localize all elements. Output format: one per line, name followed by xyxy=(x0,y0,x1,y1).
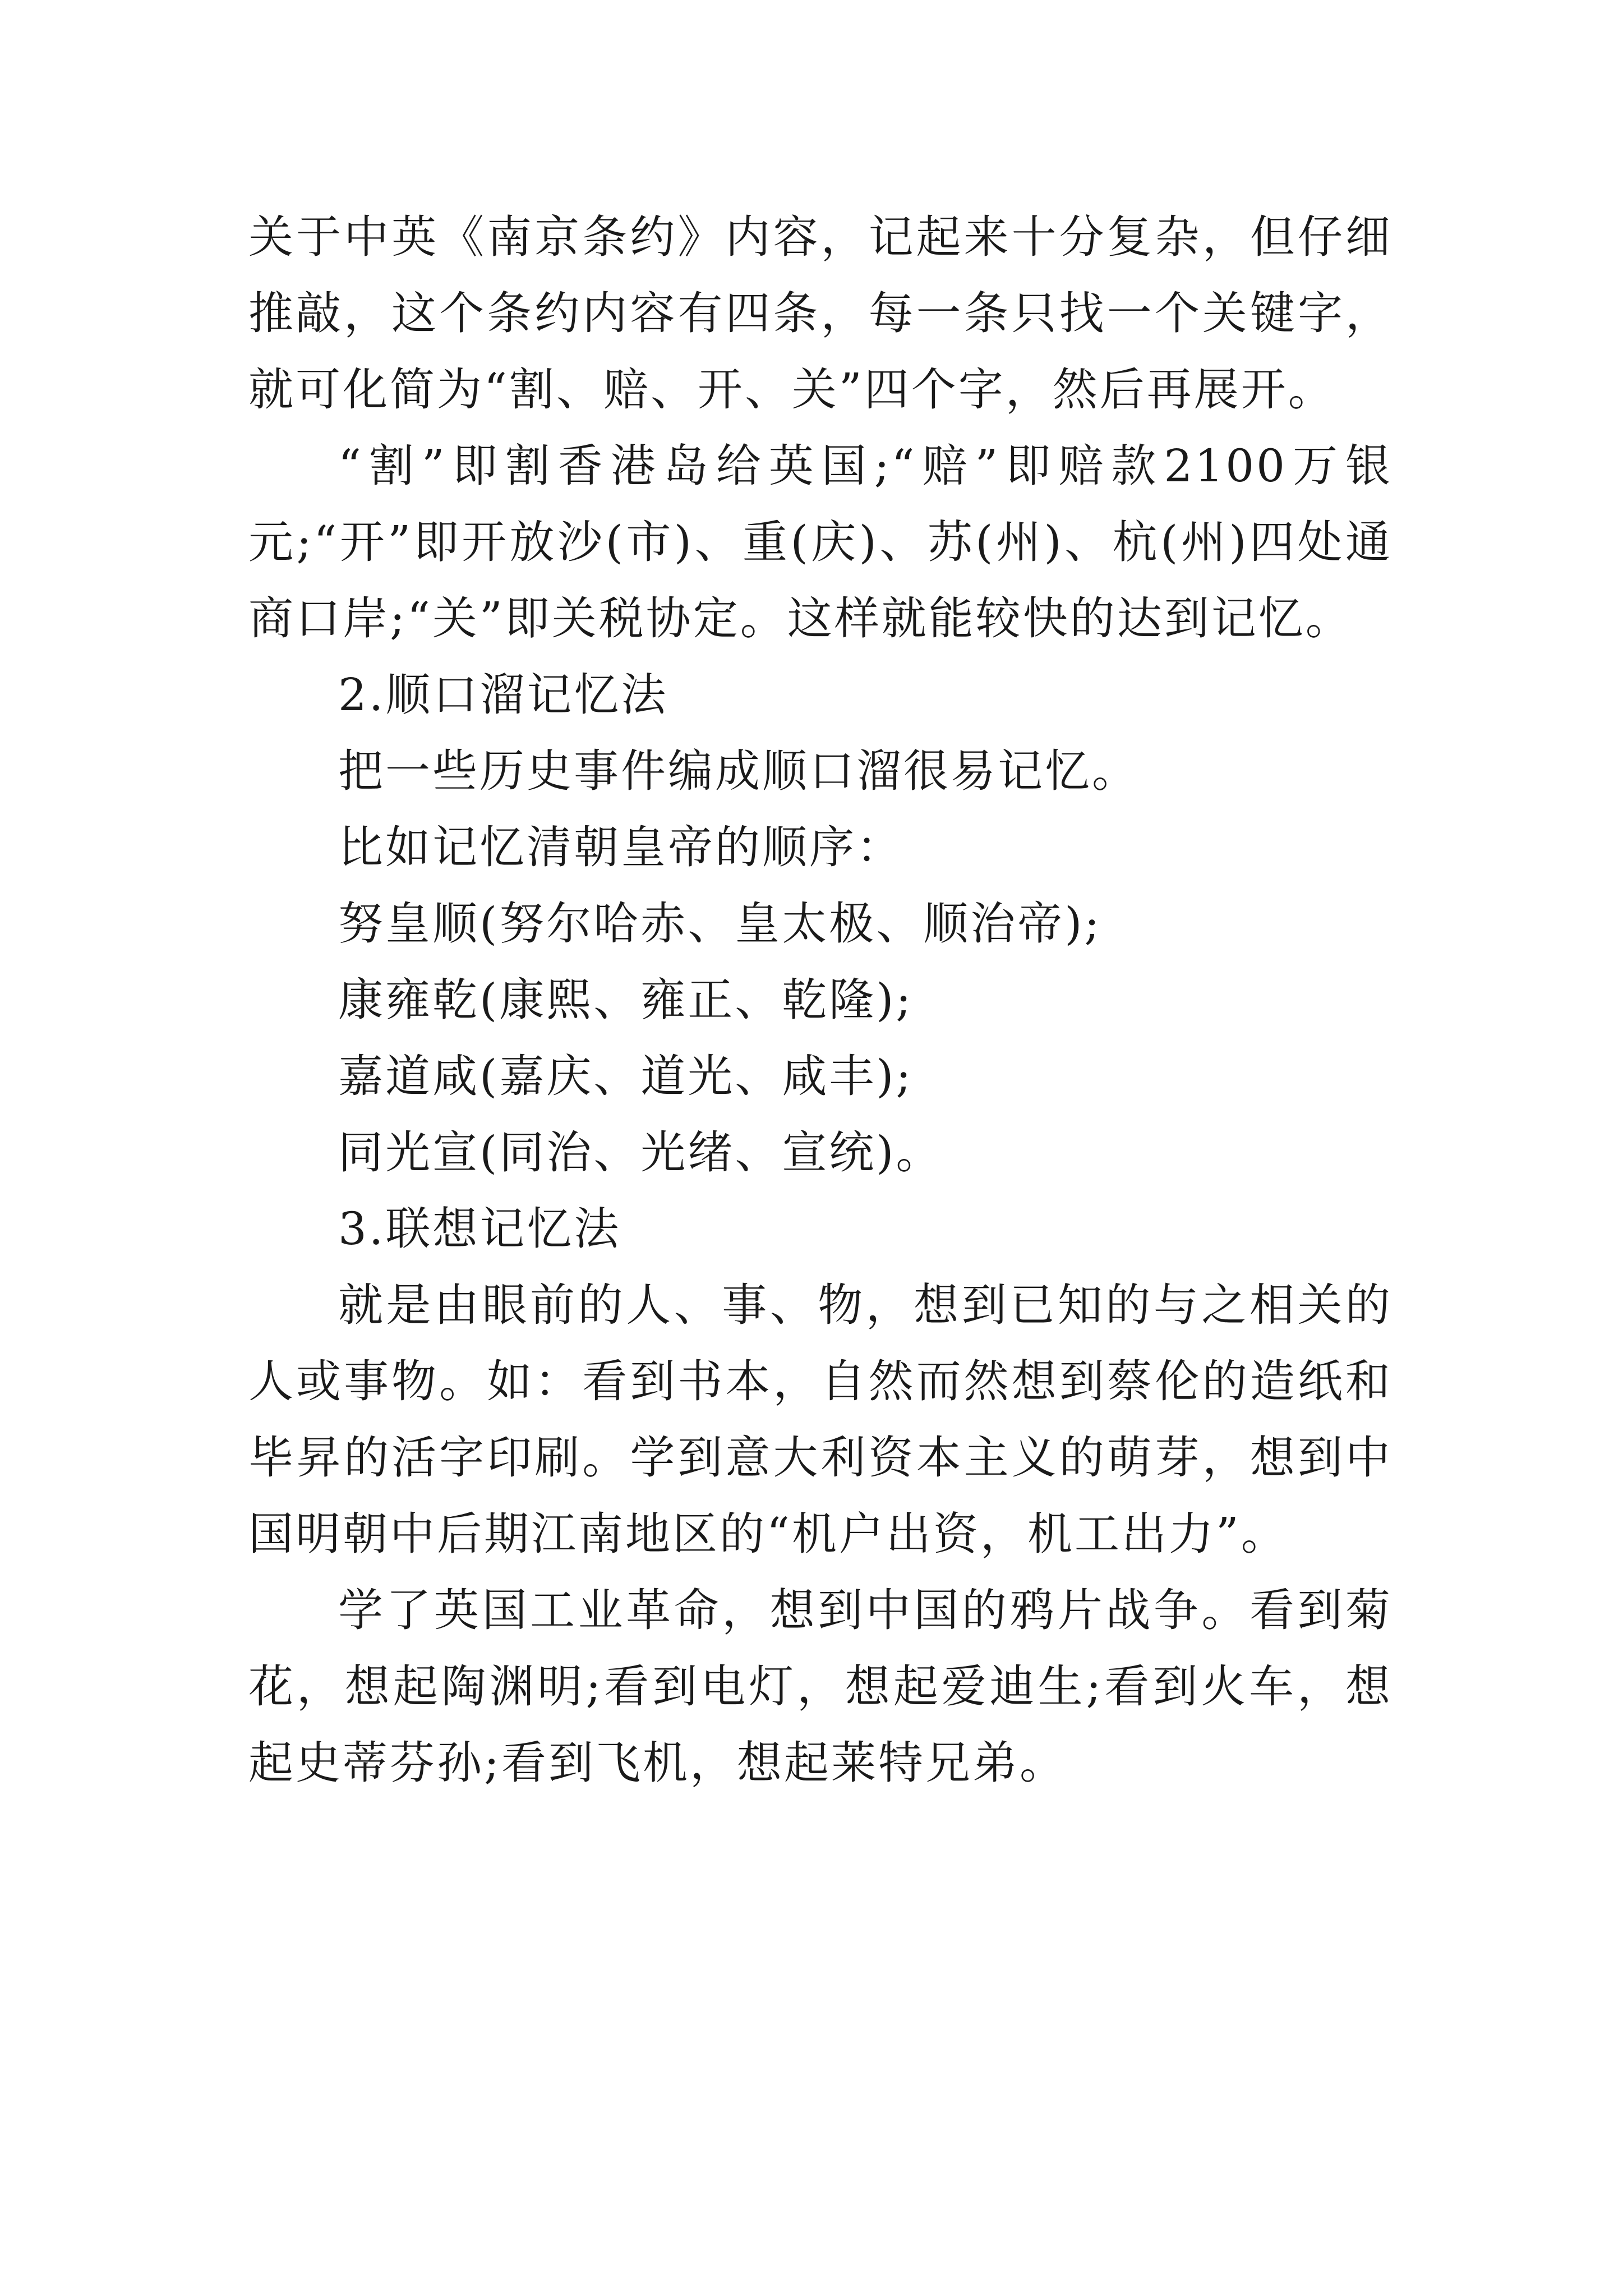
section-heading-rhyme-method: 2.顺口溜记忆法 xyxy=(338,669,668,721)
section-heading-association-method: 3.联想记忆法 xyxy=(338,1203,621,1255)
list-item-emperors-3: 嘉道咸(嘉庆、道光、咸丰); xyxy=(338,1050,914,1102)
document-body xyxy=(248,199,1393,1801)
list-item-emperors-4: 同光宣(同治、光绪、宣统)。 xyxy=(338,1126,943,1179)
paragraph-association-examples: 就是由眼前的人、事、物，想到已知的与之相关的人或事物。如：看到书本，自然而然想到蔡伦的造纸和毕昇的活字印刷。学到意大利资本主义的萌芽，想到中国明朝中后期江南地区的“机户出资，机工出力”。 xyxy=(248,1279,1393,1560)
list-item-emperors-2: 康雍乾(康熙、雍正、乾隆); xyxy=(338,974,914,1026)
paragraph-nanjing-treaty-details: “割”即割香港岛给英国;“赔”即赔款2100万银元;“开”即开放沙(市)、重(庆)、苏(州)、杭(州)四处通商口岸;“关”即关税协定。这样就能较快的达到记忆。 xyxy=(248,440,1393,645)
paragraph-qing-emperors-intro: 比如记忆清朝皇帝的顺序： xyxy=(338,821,903,873)
paragraph-rhyme-intro: 把一些历史事件编成顺口溜很易记忆。 xyxy=(338,745,1139,797)
paragraph-nanjing-treaty-intro: 关于中英《南京条约》内容，记起来十分复杂，但仔细推敲，这个条约内容有四条，每一条只找一个关键字，就可化简为“割、赔、开、关”四个字，然后再展开。 xyxy=(248,211,1393,416)
list-item-emperors-1: 努皇顺(努尔哈赤、皇太极、顺治帝); xyxy=(338,898,1102,950)
paragraph-association-more-examples: 学了英国工业革命，想到中国的鸦片战争。看到菊花，想起陶渊明;看到电灯，想起爱迪生;看到火车，想起史蒂芬孙;看到飞机，想起莱特兄弟。 xyxy=(248,1584,1393,1789)
